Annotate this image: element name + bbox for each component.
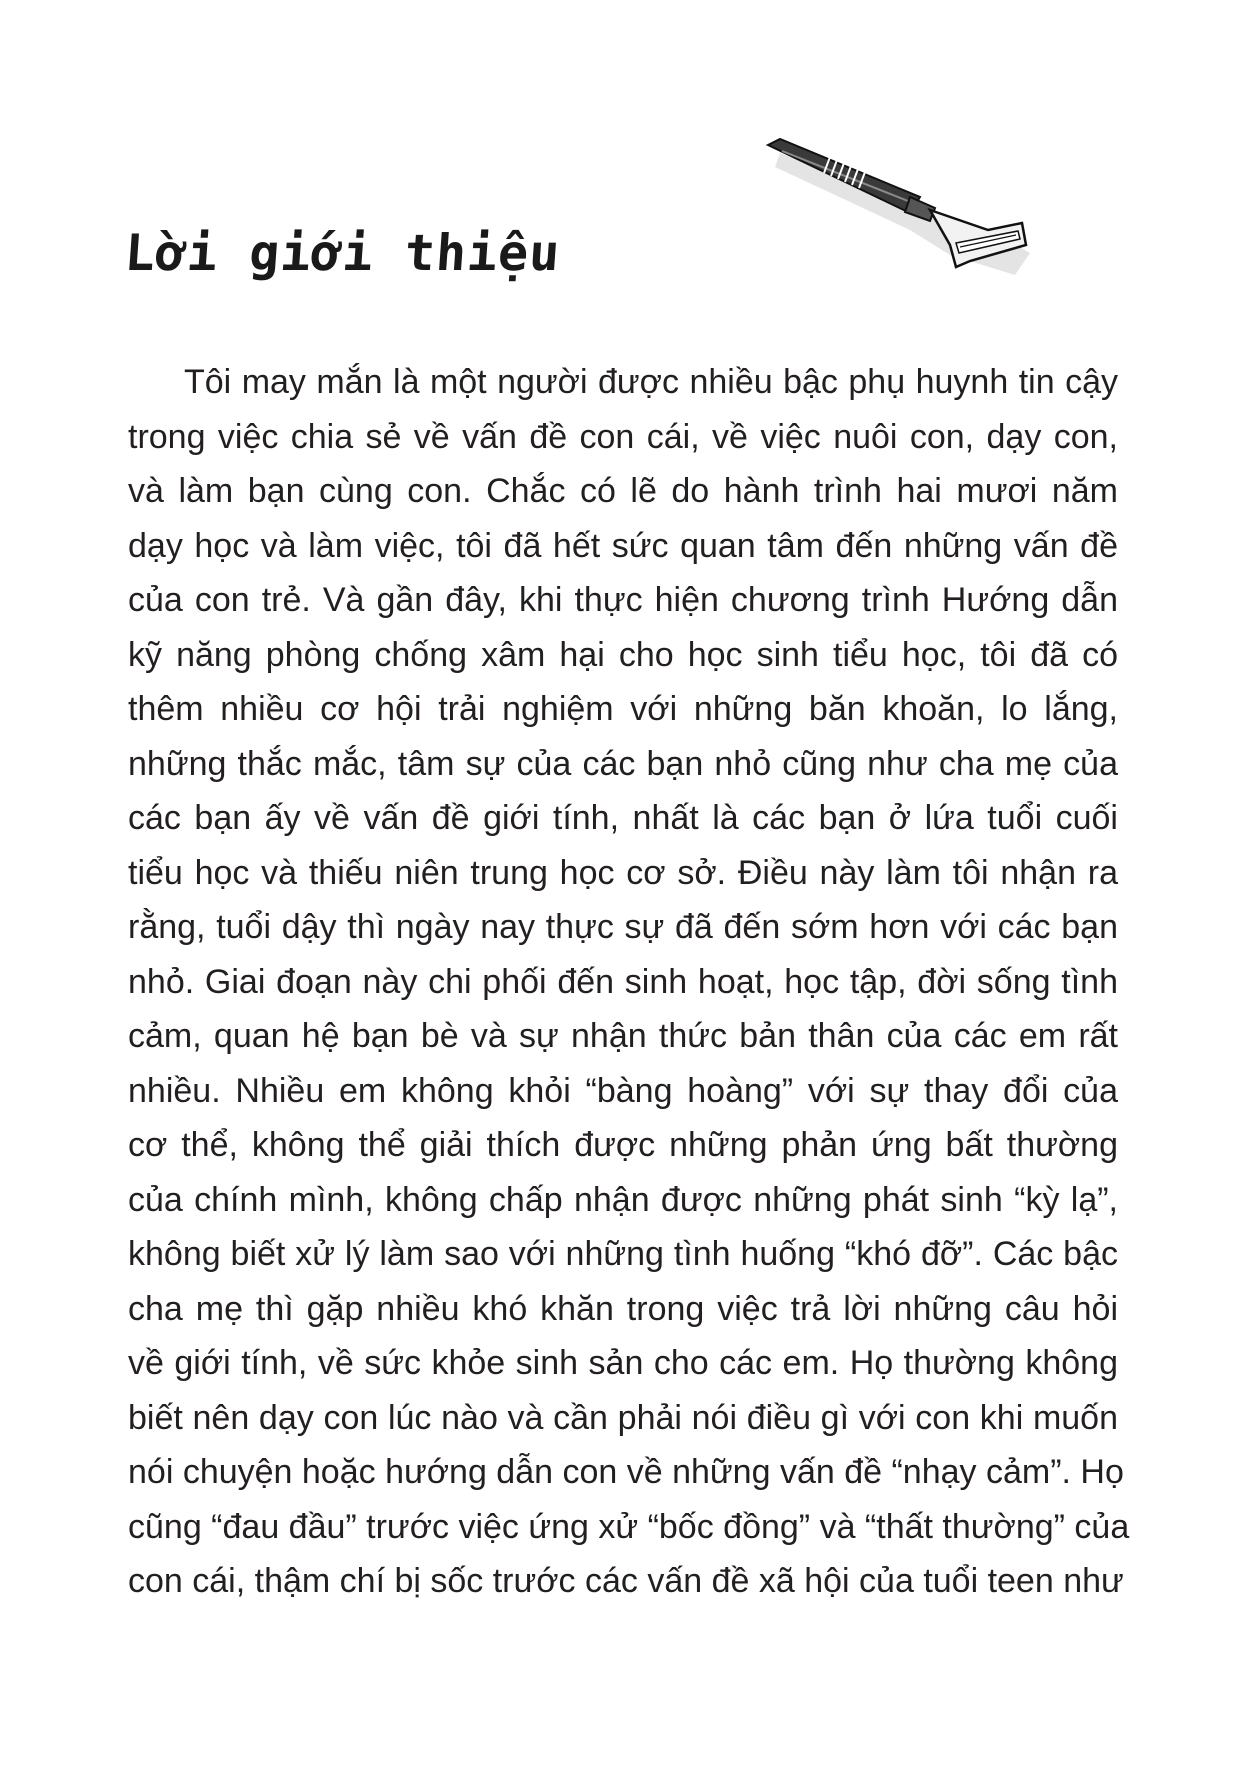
text-line: con cái, thậm chí bị sốc trước các vấn đề xã hội của tuổi teen như bbox=[128, 1562, 1124, 1600]
text-line: các bạn ấy về vấn đề giới tính, nhất là các bạn ở lứa tuổi cuối bbox=[128, 799, 1118, 837]
text-line: dạy học và làm việc, tôi đã hết sức quan tâm đến những vấn đề bbox=[128, 526, 1118, 565]
text-line: những thắc mắc, tâm sự của các bạn nhỏ cũng như cha mẹ của bbox=[128, 744, 1118, 783]
text-line: và làm bạn cùng con. Chắc có lẽ do hành trình hai mươi năm bbox=[128, 472, 1118, 510]
text-line: thêm nhiều cơ hội trải nghiệm với những băn khoăn, lo lắng, bbox=[128, 690, 1118, 728]
page-title: Lời giới thiệu bbox=[122, 224, 563, 282]
text-line: biết nên dạy con lúc nào và cần phải nói điều gì với con khi muốn bbox=[128, 1398, 1118, 1437]
body-paragraph bbox=[128, 355, 1130, 1609]
text-line: nhiều. Nhiều em không khỏi “bàng hoàng” với sự thay đổi của bbox=[128, 1071, 1118, 1110]
text-line: về giới tính, về sức khỏe sinh sản cho các em. Họ thường không bbox=[128, 1344, 1118, 1382]
text-line: nhỏ. Giai đoạn này chi phối đến sinh hoạt, học tập, đời sống tình bbox=[128, 962, 1118, 1001]
text-line: kỹ năng phòng chống xâm hại cho học sinh tiểu học, tôi đã có bbox=[128, 635, 1118, 674]
text-line: Tôi may mắn là một người được nhiều bậc phụ huynh tin cậy bbox=[184, 363, 1118, 401]
text-line: cũng “đau đầu” trước việc ứng xử “bốc đồng” và “thất thường” của bbox=[128, 1507, 1130, 1546]
text-line: rằng, tuổi dậy thì ngày nay thực sự đã đến sớm hơn với các bạn bbox=[128, 908, 1118, 946]
text-line: tiểu học và thiếu niên trung học cơ sở. Điều này làm tôi nhận ra bbox=[128, 853, 1118, 892]
text-line: cảm, quan hệ bạn bè và sự nhận thức bản thân của các em rất bbox=[128, 1017, 1118, 1055]
razor-icon bbox=[760, 135, 1050, 290]
text-line: không biết xử lý làm sao với những tình huống “khó đỡ”. Các bậc bbox=[128, 1235, 1118, 1273]
text-line: của con trẻ. Và gần đây, khi thực hiện chương trình Hướng dẫn bbox=[128, 581, 1118, 619]
text-line: cha mẹ thì gặp nhiều khó khăn trong việc trả lời những câu hỏi bbox=[128, 1289, 1118, 1328]
text-line: cơ thể, không thể giải thích được những phản ứng bất thường bbox=[128, 1126, 1118, 1164]
text-line: trong việc chia sẻ về vấn đề con cái, về việc nuôi con, dạy con, bbox=[128, 417, 1118, 456]
text-line: nói chuyện hoặc hướng dẫn con về những vấn đề “nhạy cảm”. Họ bbox=[128, 1453, 1124, 1491]
text-line: của chính mình, không chấp nhận được những phát sinh “kỳ lạ”, bbox=[128, 1180, 1118, 1219]
